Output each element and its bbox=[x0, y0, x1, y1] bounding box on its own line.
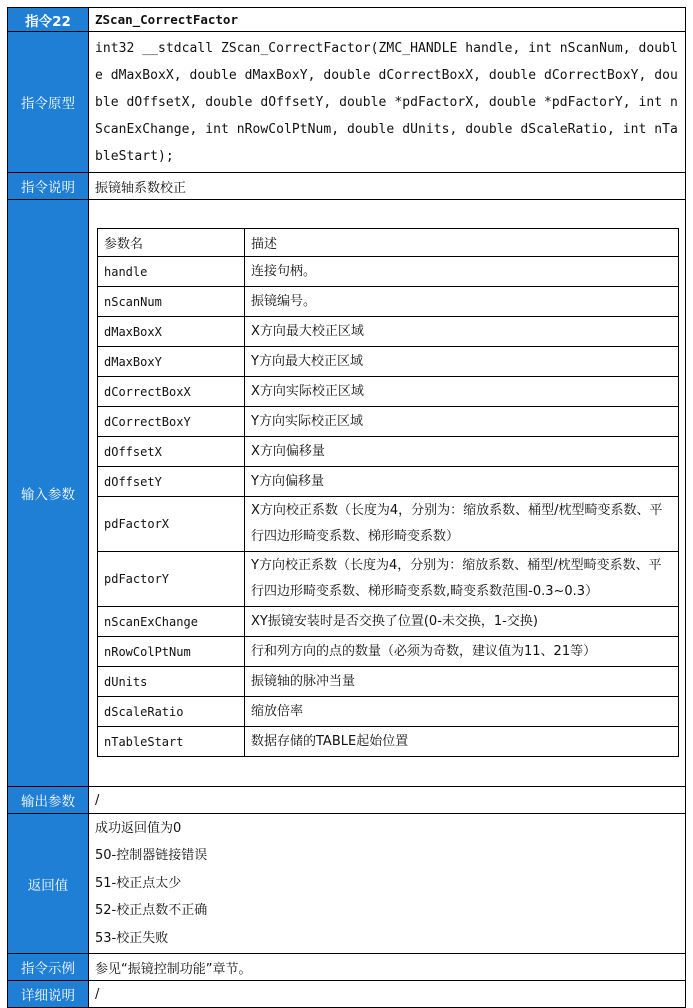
description-text: 振镜轴系数校正 bbox=[89, 173, 686, 200]
param-desc: XY振镜安装时是否交换了位置(0-未交换，1-交换) bbox=[245, 607, 679, 637]
param-name: nTableStart bbox=[98, 727, 245, 757]
param-desc: Y方向最大校正区域 bbox=[245, 347, 679, 377]
param-row bbox=[98, 552, 679, 607]
example-text: 参见“振镜控制功能”章节。 bbox=[89, 954, 686, 981]
param-name: handle bbox=[98, 257, 245, 287]
param-desc: X方向实际校正区域 bbox=[245, 377, 679, 407]
return-code: 51-校正点太少 bbox=[95, 875, 182, 891]
header-row bbox=[8, 8, 686, 32]
detail-label: 详细说明 bbox=[8, 981, 89, 1008]
param-name: pdFactorX bbox=[98, 497, 245, 552]
param-desc: 数据存储的TABLE起始位置 bbox=[245, 727, 679, 757]
param-desc: X方向最大校正区域 bbox=[245, 317, 679, 347]
return-code: 52-校正点数不正确 bbox=[95, 903, 208, 919]
param-row bbox=[98, 377, 679, 407]
input-cell bbox=[89, 200, 686, 787]
returns-list bbox=[89, 814, 686, 954]
prototype-row bbox=[8, 32, 686, 173]
prototype-label: 指令原型 bbox=[8, 32, 89, 173]
description-label: 指令说明 bbox=[8, 173, 89, 200]
description-row bbox=[8, 173, 686, 200]
example-label: 指令示例 bbox=[8, 954, 89, 981]
param-desc: 振镜编号。 bbox=[245, 287, 679, 317]
param-name: dOffsetX bbox=[98, 437, 245, 467]
param-desc: X方向校正系数（长度为4，分别为：缩放系数、桶型/枕型畸变系数、平行四边形畸变系数、梯形畸变系数） bbox=[245, 497, 679, 552]
param-name: dMaxBoxX bbox=[98, 317, 245, 347]
param-desc: Y方向偏移量 bbox=[245, 467, 679, 497]
param-name: dScaleRatio bbox=[98, 697, 245, 727]
returns-label: 返回值 bbox=[8, 814, 89, 954]
param-name: dMaxBoxY bbox=[98, 347, 245, 377]
instruction-number: 指令22 bbox=[8, 8, 89, 32]
param-name: pdFactorY bbox=[98, 552, 245, 607]
param-desc: X方向偏移量 bbox=[245, 437, 679, 467]
input-row bbox=[8, 200, 686, 787]
param-row bbox=[98, 607, 679, 637]
param-desc: Y方向实际校正区域 bbox=[245, 407, 679, 437]
param-row bbox=[98, 347, 679, 377]
param-desc: 振镜轴的脉冲当量 bbox=[245, 667, 679, 697]
param-desc: Y方向校正系数（长度为4，分别为：缩放系数、桶型/枕型畸变系数、平行四边形畸变系数、梯形畸变系数,畸变系数范围-0.3~0.3） bbox=[245, 552, 679, 607]
param-row bbox=[98, 407, 679, 437]
param-row bbox=[98, 727, 679, 757]
example-row bbox=[8, 954, 686, 981]
detail-row bbox=[8, 981, 686, 1008]
param-row bbox=[98, 497, 679, 552]
param-row bbox=[98, 667, 679, 697]
param-name: dCorrectBoxY bbox=[98, 407, 245, 437]
instruction-name: ZScan_CorrectFactor bbox=[89, 8, 686, 32]
param-row bbox=[98, 697, 679, 727]
param-desc: 缩放倍率 bbox=[245, 697, 679, 727]
param-name: dCorrectBoxX bbox=[98, 377, 245, 407]
param-row bbox=[98, 637, 679, 667]
return-code: 50-控制器链接错误 bbox=[95, 848, 208, 864]
output-label: 输出参数 bbox=[8, 787, 89, 814]
output-row bbox=[8, 787, 686, 814]
param-name: dUnits bbox=[98, 667, 245, 697]
param-row bbox=[98, 287, 679, 317]
param-table bbox=[97, 228, 679, 757]
detail-text: / bbox=[89, 981, 686, 1008]
return-code: 53-校正失败 bbox=[95, 930, 169, 946]
param-row bbox=[98, 437, 679, 467]
param-name: nRowColPtNum bbox=[98, 637, 245, 667]
prototype-text: int32 __stdcall ZScan_CorrectFactor(ZMC_HANDLE handle, int nScanNum, double dMaxBoxX, double dMaxBoxY, double dCorrectBoxX, double dCorrectBoxY, double dOffsetX, double dOffsetY, double *pdFactorX, double *pdFactorY, int nScanExChange, int nRowColPtNum, double dUnits, double dScaleRatio, int nTableStart); bbox=[89, 32, 686, 173]
param-name: nScanNum bbox=[98, 287, 245, 317]
instruction-table bbox=[7, 7, 686, 1008]
param-name: dOffsetY bbox=[98, 467, 245, 497]
param-row bbox=[98, 317, 679, 347]
param-desc-header: 描述 bbox=[245, 229, 679, 257]
param-row bbox=[98, 467, 679, 497]
param-name-header: 参数名 bbox=[98, 229, 245, 257]
return-code: 成功返回值为0 bbox=[95, 821, 182, 836]
returns-row bbox=[8, 814, 686, 954]
param-desc: 连接句柄。 bbox=[245, 257, 679, 287]
param-name: nScanExChange bbox=[98, 607, 245, 637]
input-label: 输入参数 bbox=[8, 200, 89, 787]
param-header-row bbox=[98, 229, 679, 257]
param-row bbox=[98, 257, 679, 287]
output-text: / bbox=[89, 787, 686, 814]
param-desc: 行和列方向的点的数量（必须为奇数，建议值为11、21等） bbox=[245, 637, 679, 667]
